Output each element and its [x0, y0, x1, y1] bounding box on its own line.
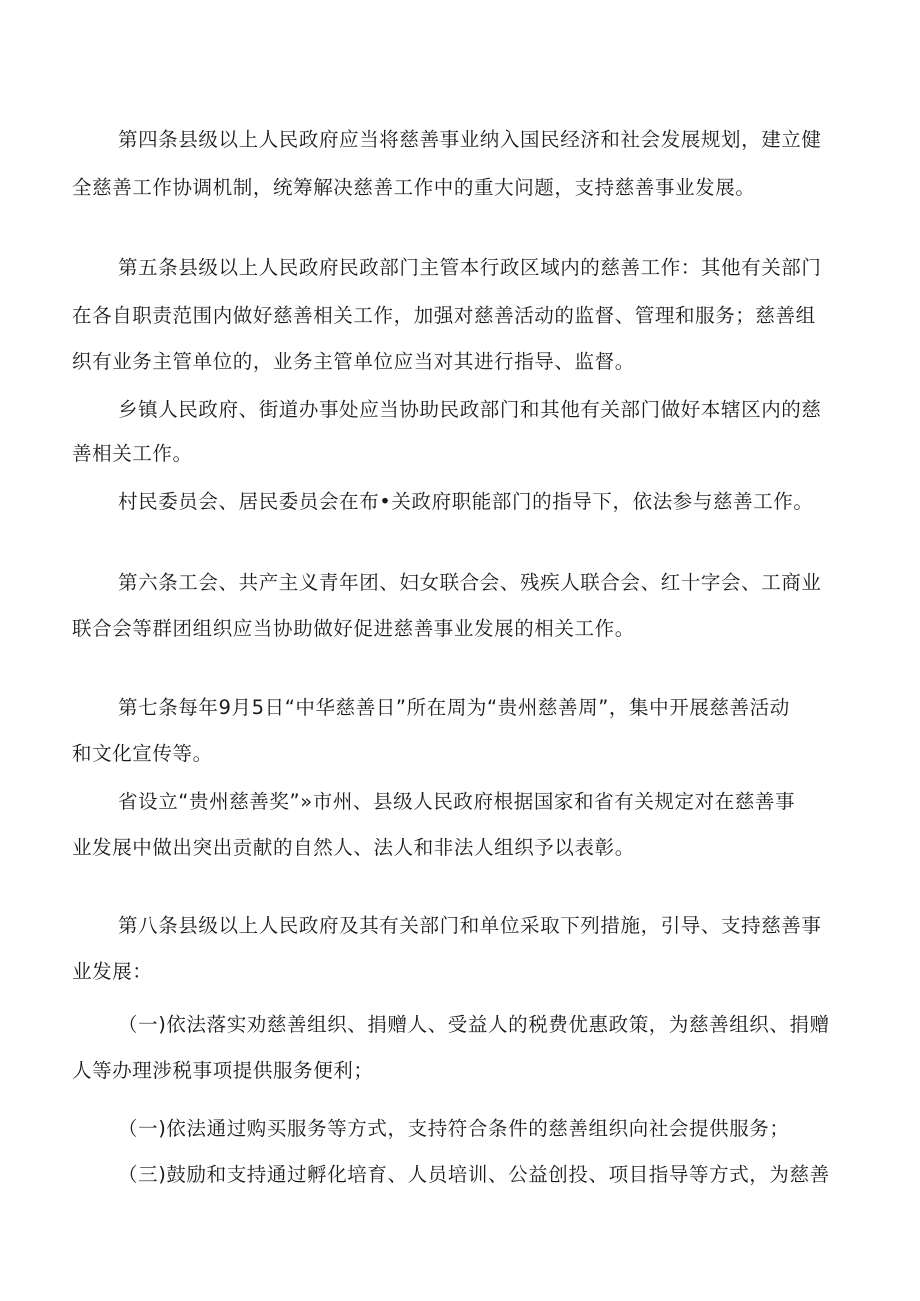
article-4-line-1: 第四条县级以上人民政府应当将慈善事业纳入国民经济和社会发展规划，建立健	[118, 128, 822, 151]
article-6-line-1: 第六条工会、共产主义青年团、妇女联合会、残疾人联合会、红十字会、工商业	[118, 571, 822, 594]
article-7-line-2: 和文化宣传等。	[72, 742, 213, 765]
article-8-item-3-line-1: （三)鼓励和支持通过孵化培育、人员培训、公益创投、项目指导等方式，为慈善	[118, 1163, 830, 1186]
article-8-line-1: 第八条县级以上人民政府及其有关部门和单位采取下列措施，引导、支持慈善事	[118, 914, 822, 937]
article-8-item-2-line-1: （一)依法通过购买服务等方式，支持符合条件的慈善组织向社会提供服务；	[118, 1117, 790, 1140]
article-5-para-3-line-1: 村民委员会、居民委员会在布•关政府职能部门的指导下，依法参与慈善工作。	[118, 490, 814, 513]
article-7-para-2-line-2: 业发展中做出突出贡献的自然人、法人和非法人组织予以表彰。	[72, 836, 635, 859]
article-8-item-1-line-1: （一)依法落实劝慈善组织、捐赠人、受益人的税费优惠政策，为慈善组织、捐赠	[118, 1013, 830, 1036]
article-5-para-2-line-1: 乡镇人民政府、街道办事处应当协助民政部门和其他有关部门做好本辖区内的慈	[118, 398, 822, 421]
article-5-line-2: 在各自职责范围内做好慈善相关工作，加强对慈善活动的监督、管理和服务；慈善组	[72, 304, 816, 327]
article-8-item-1-line-2: 人等办理涉税事项提供服务便利；	[72, 1059, 374, 1082]
article-6-line-2: 联合会等群团组织应当协助做好促进慈善事业发展的相关工作。	[72, 617, 635, 640]
article-7-para-2-line-1: 省设立“贵州慈善奖”»市州、县级人民政府根据国家和省有关规定对在慈善事	[118, 790, 796, 813]
article-5-line-1: 第五条县级以上人民政府民政部门主管本行政区域内的慈善工作：其他有关部门	[118, 256, 822, 279]
article-5-para-2-line-2: 善相关工作。	[72, 442, 193, 465]
article-7-line-1: 第七条每年9月5日“中华慈善日”所在周为“贵州慈善周”，集中开展慈善活动	[118, 696, 790, 719]
article-4-line-2: 全慈善工作协调机制，统筹解决慈善工作中的重大问题，支持慈善事业发展。	[72, 176, 756, 199]
article-5-line-3: 织有业务主管单位的，业务主管单位应当对其进行指导、监督。	[72, 350, 635, 373]
article-8-line-2: 业发展：	[72, 960, 153, 983]
